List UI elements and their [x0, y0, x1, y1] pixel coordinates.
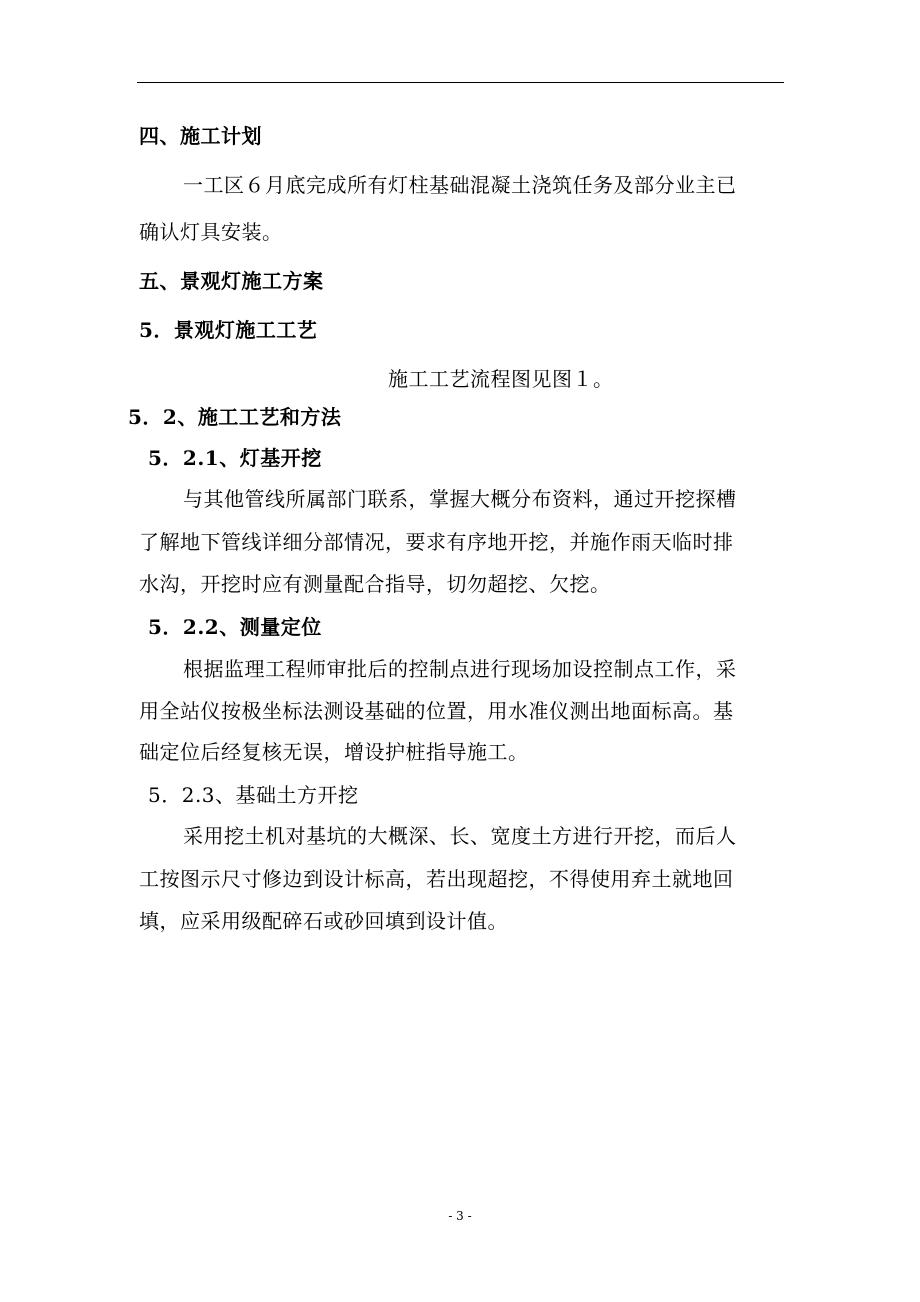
- section-5-subheading: 5．景观灯施工工艺: [139, 318, 318, 342]
- section-5-2-3-line-2: 工按图示尺寸修边到设计标高，若出现超挖，不得使用弃土就地回: [139, 867, 734, 891]
- section-4-heading: 四、施工计划: [139, 124, 262, 148]
- section-5-2-2-line-2: 用全站仪按极坐标法测设基础的位置，用水准仪测出地面标高。基: [139, 699, 734, 723]
- flow-chart-reference: 施工工艺流程图见图１。: [388, 367, 614, 391]
- section-5-2-1-line-2: 了解地下管线详细分部情况，要求有序地开挖，并施作雨天临时排: [139, 530, 734, 554]
- section-5-2-2-line-3: 础定位后经复核无误，增设护桩指导施工。: [139, 740, 529, 764]
- section-5-2-1-heading: 5．2.1、灯基开挖: [148, 446, 322, 470]
- section-5-2-2-line-1: 根据监理工程师审批后的控制点进行现场加设控制点工作，采: [183, 657, 737, 681]
- section-5-2-3-line-3: 填，应采用级配碎石或砂回填到设计值。: [139, 909, 508, 933]
- section-4-paragraph-line-1: 一工区６月底完成所有灯柱基础混凝土浇筑任务及部分业主已: [183, 173, 737, 197]
- page-number: - 3 -: [448, 1209, 472, 1223]
- section-5-2-2-heading: 5．2.2、测量定位: [148, 615, 322, 639]
- section-5-2-1-line-1: 与其他管线所属部门联系，掌握大概分布资料，通过开挖探槽: [183, 487, 737, 511]
- section-5-2-3-heading: 5．2.3、基础土方开挖: [148, 783, 359, 807]
- section-4-paragraph-line-2: 确认灯具安装。: [139, 220, 283, 244]
- section-5-2-1-line-3: 水沟，开挖时应有测量配合指导，切勿超挖、欠挖。: [139, 572, 611, 596]
- section-5-2-heading: 5．2、施工工艺和方法: [128, 405, 342, 429]
- header-rule: [137, 82, 784, 83]
- section-5-2-3-line-1: 采用挖土机对基坑的大概深、长、宽度土方进行开挖，而后人: [183, 824, 737, 848]
- section-5-heading: 五、景观灯施工方案: [139, 269, 324, 293]
